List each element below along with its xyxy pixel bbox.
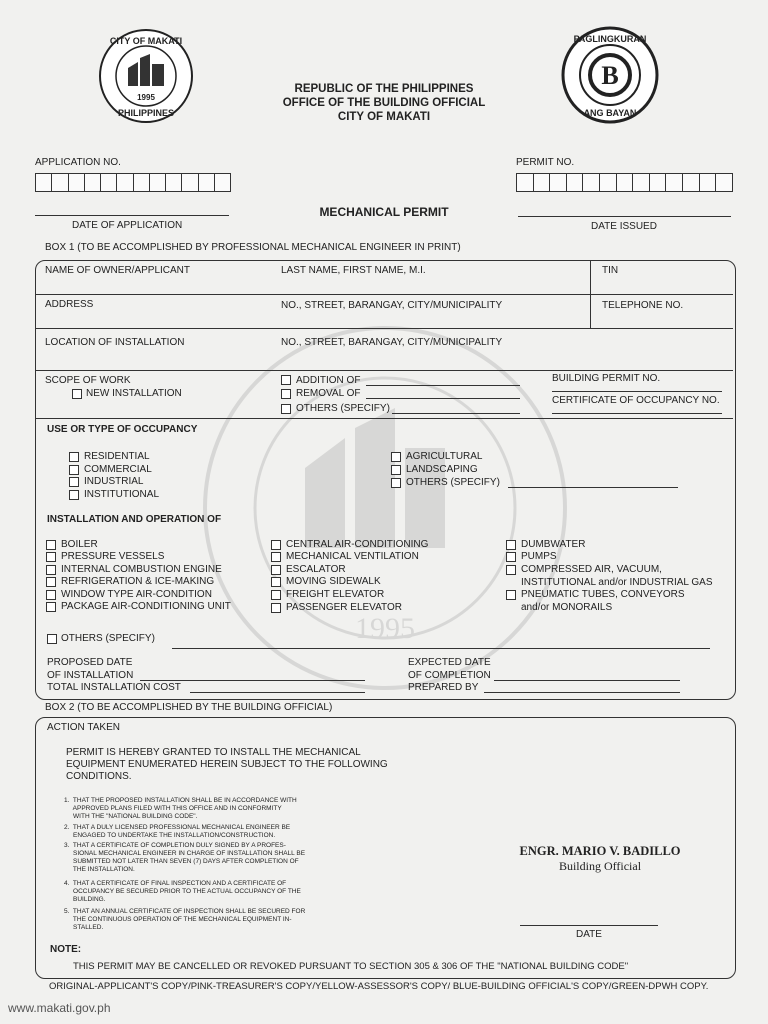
grant-text-3: CONDITIONS. xyxy=(66,771,132,782)
install-others-checkbox[interactable] xyxy=(47,634,57,644)
tin-divider xyxy=(590,261,591,295)
install-passenger-elevator: PASSENGER ELEVATOR xyxy=(286,602,402,613)
prepared-by-line[interactable] xyxy=(484,692,680,693)
install-central-aircon-checkbox[interactable] xyxy=(271,540,281,550)
grant-text-1: PERMIT IS HEREBY GRANTED TO INSTALL THE MECHANICAL xyxy=(66,747,361,758)
location-hint[interactable]: NO., STREET, BARANGAY, CITY/MUNICIPALITY xyxy=(281,337,503,348)
svg-text:PHILIPPINES: PHILIPPINES xyxy=(117,108,175,118)
occupancy-landscaping-checkbox[interactable] xyxy=(391,465,401,475)
official-title: Building Official xyxy=(558,859,642,873)
addition-of-line[interactable] xyxy=(366,385,520,386)
install-compressed-air-checkbox[interactable] xyxy=(506,565,516,575)
occupancy-agricultural-checkbox[interactable] xyxy=(391,452,401,462)
installation-heading: INSTALLATION AND OPERATION OF xyxy=(47,514,222,525)
building-permit-no-line[interactable] xyxy=(552,391,722,392)
condition-1: 1. THAT THE PROPOSED INSTALLATION SHALL BE IN ACCORDANCE WITH APPROVED PLANS FILED WITH THIS OFFICE AND IN CONFORMITY WITH THE "NATIONAL BUILDING CODE". xyxy=(64,797,297,820)
expected-date-line[interactable] xyxy=(494,680,680,681)
install-refrigeration-checkbox[interactable] xyxy=(46,577,56,587)
paglingkuran-seal-logo xyxy=(561,26,659,124)
install-moving-sidewalk-checkbox[interactable] xyxy=(271,577,281,587)
svg-text:1995: 1995 xyxy=(137,93,155,102)
install-window-aircon: WINDOW TYPE AIR-CONDITION xyxy=(61,589,212,600)
install-escalator-checkbox[interactable] xyxy=(271,565,281,575)
date-issued-label: DATE ISSUED xyxy=(591,221,657,232)
box2-date-label: DATE xyxy=(576,929,602,940)
building-permit-no-label: BUILDING PERMIT NO. xyxy=(552,373,661,384)
others-scope-checkbox[interactable] xyxy=(281,404,291,414)
occupancy-agricultural: AGRICULTURAL xyxy=(406,451,483,462)
header-republic: REPUBLIC OF THE PHILIPPINES xyxy=(294,83,474,95)
application-no-label: APPLICATION NO. xyxy=(35,157,121,168)
removal-of-checkbox[interactable] xyxy=(281,389,291,399)
row-divider-4 xyxy=(36,418,733,419)
date-issued-line[interactable] xyxy=(518,216,731,217)
proposed-date-label-2: OF INSTALLATION xyxy=(47,670,134,681)
permit-no-label: PERMIT NO. xyxy=(516,157,575,168)
note-label: NOTE: xyxy=(50,944,82,955)
address-label: ADDRESS xyxy=(45,299,94,310)
action-taken-label: ACTION TAKEN xyxy=(47,722,120,733)
website-link[interactable]: www.makati.gov.ph xyxy=(8,1001,111,1015)
row-divider-2 xyxy=(36,328,733,329)
note-text: THIS PERMIT MAY BE CANCELLED OR REVOKED PURSUANT TO SECTION 305 & 306 OF THE "NATIONAL BUILDING CODE" xyxy=(73,961,629,972)
install-others-line[interactable] xyxy=(172,648,710,649)
telephone-label[interactable]: TELEPHONE NO. xyxy=(602,300,684,311)
expected-date-label-1: EXPECTED DATE xyxy=(408,657,491,668)
install-pressure-vessels-checkbox[interactable] xyxy=(46,552,56,562)
prepared-by-label: PREPARED BY xyxy=(408,682,479,693)
install-pneumatic-tubes-checkbox[interactable] xyxy=(506,590,516,600)
removal-of-line[interactable] xyxy=(366,398,520,399)
install-escalator: ESCALATOR xyxy=(286,564,346,575)
install-mechanical-ventilation: MECHANICAL VENTILATION xyxy=(286,551,419,562)
condition-5: 5. THAT AN ANNUAL CERTIFICATE OF INSPECTION SHALL BE SECURED FOR THE CONTINUOUS OPERATION OF THE MECHANICAL EQUIPMENT IN- STALLED. xyxy=(64,908,306,931)
occupancy-industrial-checkbox[interactable] xyxy=(69,477,79,487)
new-installation-checkbox[interactable] xyxy=(72,389,82,399)
removal-of-label: REMOVAL OF xyxy=(296,388,361,399)
install-moving-sidewalk: MOVING SIDEWALK xyxy=(286,576,381,587)
form-title: MECHANICAL PERMIT xyxy=(319,205,449,219)
copies-distribution: ORIGINAL-APPLICANT'S COPY/PINK-TREASURER'S COPY/YELLOW-ASSESSOR'S COPY/ BLUE-BUILDING OFFICIAL'S COPY/GREEN-DPWH COPY. xyxy=(49,981,709,992)
occupancy-landscaping: LANDSCAPING xyxy=(406,464,478,475)
others-scope-label: OTHERS (SPECIFY) xyxy=(296,403,390,414)
city-seal-logo xyxy=(98,28,194,124)
svg-text:PAGLINGKURAN: PAGLINGKURAN xyxy=(573,34,647,44)
condition-4: 4. THAT A CERTIFICATE OF FINAL INSPECTION AND A CERTIFICATE OF OCCUPANCY BE SECURED PRIOR TO THE ACTUAL OCCUPANCY OF THE BUILDING. xyxy=(64,880,301,903)
occupancy-commercial-checkbox[interactable] xyxy=(69,465,79,475)
occupancy-others-checkbox[interactable] xyxy=(391,478,401,488)
official-name: ENGR. MARIO V. BADILLO xyxy=(519,844,681,858)
condition-3: 3. THAT A CERTIFICATE OF COMPLETION DULY SIGNED BY A PROFES- SIONAL MECHANICAL ENGINEER IN CHARGE OF INSTALLATION SHALL BE SUBMITTED NOT LATER THAN SEVEN (7) DAYS AFTER COMPLETION OF THE INSTALLATION. xyxy=(64,842,306,873)
install-package-aircon: PACKAGE AIR-CONDITIONING UNIT xyxy=(61,601,231,612)
telephone-divider xyxy=(590,295,591,329)
occupancy-residential: RESIDENTIAL xyxy=(84,451,150,462)
install-pneumatic-tubes: PNEUMATIC TUBES, CONVEYORS xyxy=(521,589,685,600)
install-internal-combustion-checkbox[interactable] xyxy=(46,565,56,575)
occupancy-institutional: INSTITUTIONAL xyxy=(84,489,160,500)
owner-hint[interactable]: LAST NAME, FIRST NAME, M.I. xyxy=(281,265,426,276)
install-refrigeration: REFRIGERATION & ICE-MAKING xyxy=(61,576,215,587)
install-pumps-checkbox[interactable] xyxy=(506,552,516,562)
certificate-occupancy-label: CERTIFICATE OF OCCUPANCY NO. xyxy=(552,395,720,406)
install-mechanical-ventilation-checkbox[interactable] xyxy=(271,552,281,562)
install-compressed-air: COMPRESSED AIR, VACUUM, xyxy=(521,564,662,575)
install-dumbwater: DUMBWATER xyxy=(521,539,586,550)
expected-date-label-2: OF COMPLETION xyxy=(408,670,491,681)
install-boiler-checkbox[interactable] xyxy=(46,540,56,550)
tin-label[interactable]: TIN xyxy=(602,265,619,276)
total-cost-line[interactable] xyxy=(190,692,365,693)
install-pressure-vessels: PRESSURE VESSELS xyxy=(61,551,165,562)
proposed-date-label-1: PROPOSED DATE xyxy=(47,657,133,668)
svg-text:ANG BAYAN: ANG BAYAN xyxy=(583,108,637,118)
install-central-aircon: CENTRAL AIR-CONDITIONING xyxy=(286,539,429,550)
location-label: LOCATION OF INSTALLATION xyxy=(45,337,185,348)
address-hint[interactable]: NO., STREET, BARANGAY, CITY/MUNICIPALITY xyxy=(281,300,503,311)
row-divider-1 xyxy=(36,294,733,295)
date-signature-line[interactable] xyxy=(520,925,658,926)
permit-no-field[interactable] xyxy=(516,173,733,192)
header-office: OFFICE OF THE BUILDING OFFICIAL xyxy=(282,97,486,109)
application-no-field[interactable] xyxy=(35,173,231,192)
proposed-date-line[interactable] xyxy=(140,680,365,681)
install-dumbwater-checkbox[interactable] xyxy=(506,540,516,550)
svg-text:1995: 1995 xyxy=(355,612,415,645)
svg-text:CITY OF MAKATI: CITY OF MAKATI xyxy=(109,36,183,46)
row-divider-3 xyxy=(36,370,733,371)
install-freight-elevator: FREIGHT ELEVATOR xyxy=(286,589,385,600)
addition-of-checkbox[interactable] xyxy=(281,375,291,385)
install-others-label: OTHERS (SPECIFY) xyxy=(61,633,155,644)
addition-of-label: ADDITION OF xyxy=(296,375,361,386)
install-pumps: PUMPS xyxy=(521,551,557,562)
date-of-application-label: DATE OF APPLICATION xyxy=(72,220,183,231)
box1-heading: BOX 1 (TO BE ACCOMPLISHED BY PROFESSIONAL MECHANICAL ENGINEER IN PRINT) xyxy=(45,242,461,253)
install-boiler: BOILER xyxy=(61,539,98,550)
occupancy-institutional-checkbox[interactable] xyxy=(69,490,79,500)
scope-label: SCOPE OF WORK xyxy=(45,375,131,386)
occupancy-commercial: COMMERCIAL xyxy=(84,464,152,475)
install-internal-combustion: INTERNAL COMBUSTION ENGINE xyxy=(61,564,222,575)
occupancy-heading: USE OR TYPE OF OCCUPANCY xyxy=(47,424,198,435)
owner-label: NAME OF OWNER/APPLICANT xyxy=(45,265,191,276)
certificate-occupancy-line[interactable] xyxy=(552,413,722,414)
new-installation-label: NEW INSTALLATION xyxy=(86,388,182,399)
svg-text:B: B xyxy=(601,61,619,90)
install-package-aircon-checkbox[interactable] xyxy=(46,602,56,612)
occupancy-others: OTHERS (SPECIFY) xyxy=(406,477,500,488)
grant-text-2: EQUIPMENT ENUMERATED HEREIN SUBJECT TO THE FOLLOWING xyxy=(66,759,388,770)
occupancy-others-line[interactable] xyxy=(508,487,678,488)
header-city: CITY OF MAKATI xyxy=(337,111,431,123)
total-cost-label: TOTAL INSTALLATION COST xyxy=(47,682,181,693)
box2-heading: BOX 2 (TO BE ACCOMPLISHED BY THE BUILDING OFFICIAL) xyxy=(45,702,333,713)
install-monorails: and/or MONORAILS xyxy=(521,602,613,613)
install-freight-elevator-checkbox[interactable] xyxy=(271,590,281,600)
install-passenger-elevator-checkbox[interactable] xyxy=(271,603,281,613)
install-industrial-gas: INSTITUTIONAL and/or INDUSTRIAL GAS xyxy=(521,577,713,588)
occupancy-residential-checkbox[interactable] xyxy=(69,452,79,462)
condition-2: 2. THAT A DULY LICENSED PROFESSIONAL MECHANICAL ENGINEER BE ENGAGED TO UNDERTAKE THE INSTALLATION/CONSTRUCTION. xyxy=(64,824,291,839)
occupancy-industrial: INDUSTRIAL xyxy=(84,476,144,487)
others-scope-line[interactable] xyxy=(392,413,520,414)
install-window-aircon-checkbox[interactable] xyxy=(46,590,56,600)
